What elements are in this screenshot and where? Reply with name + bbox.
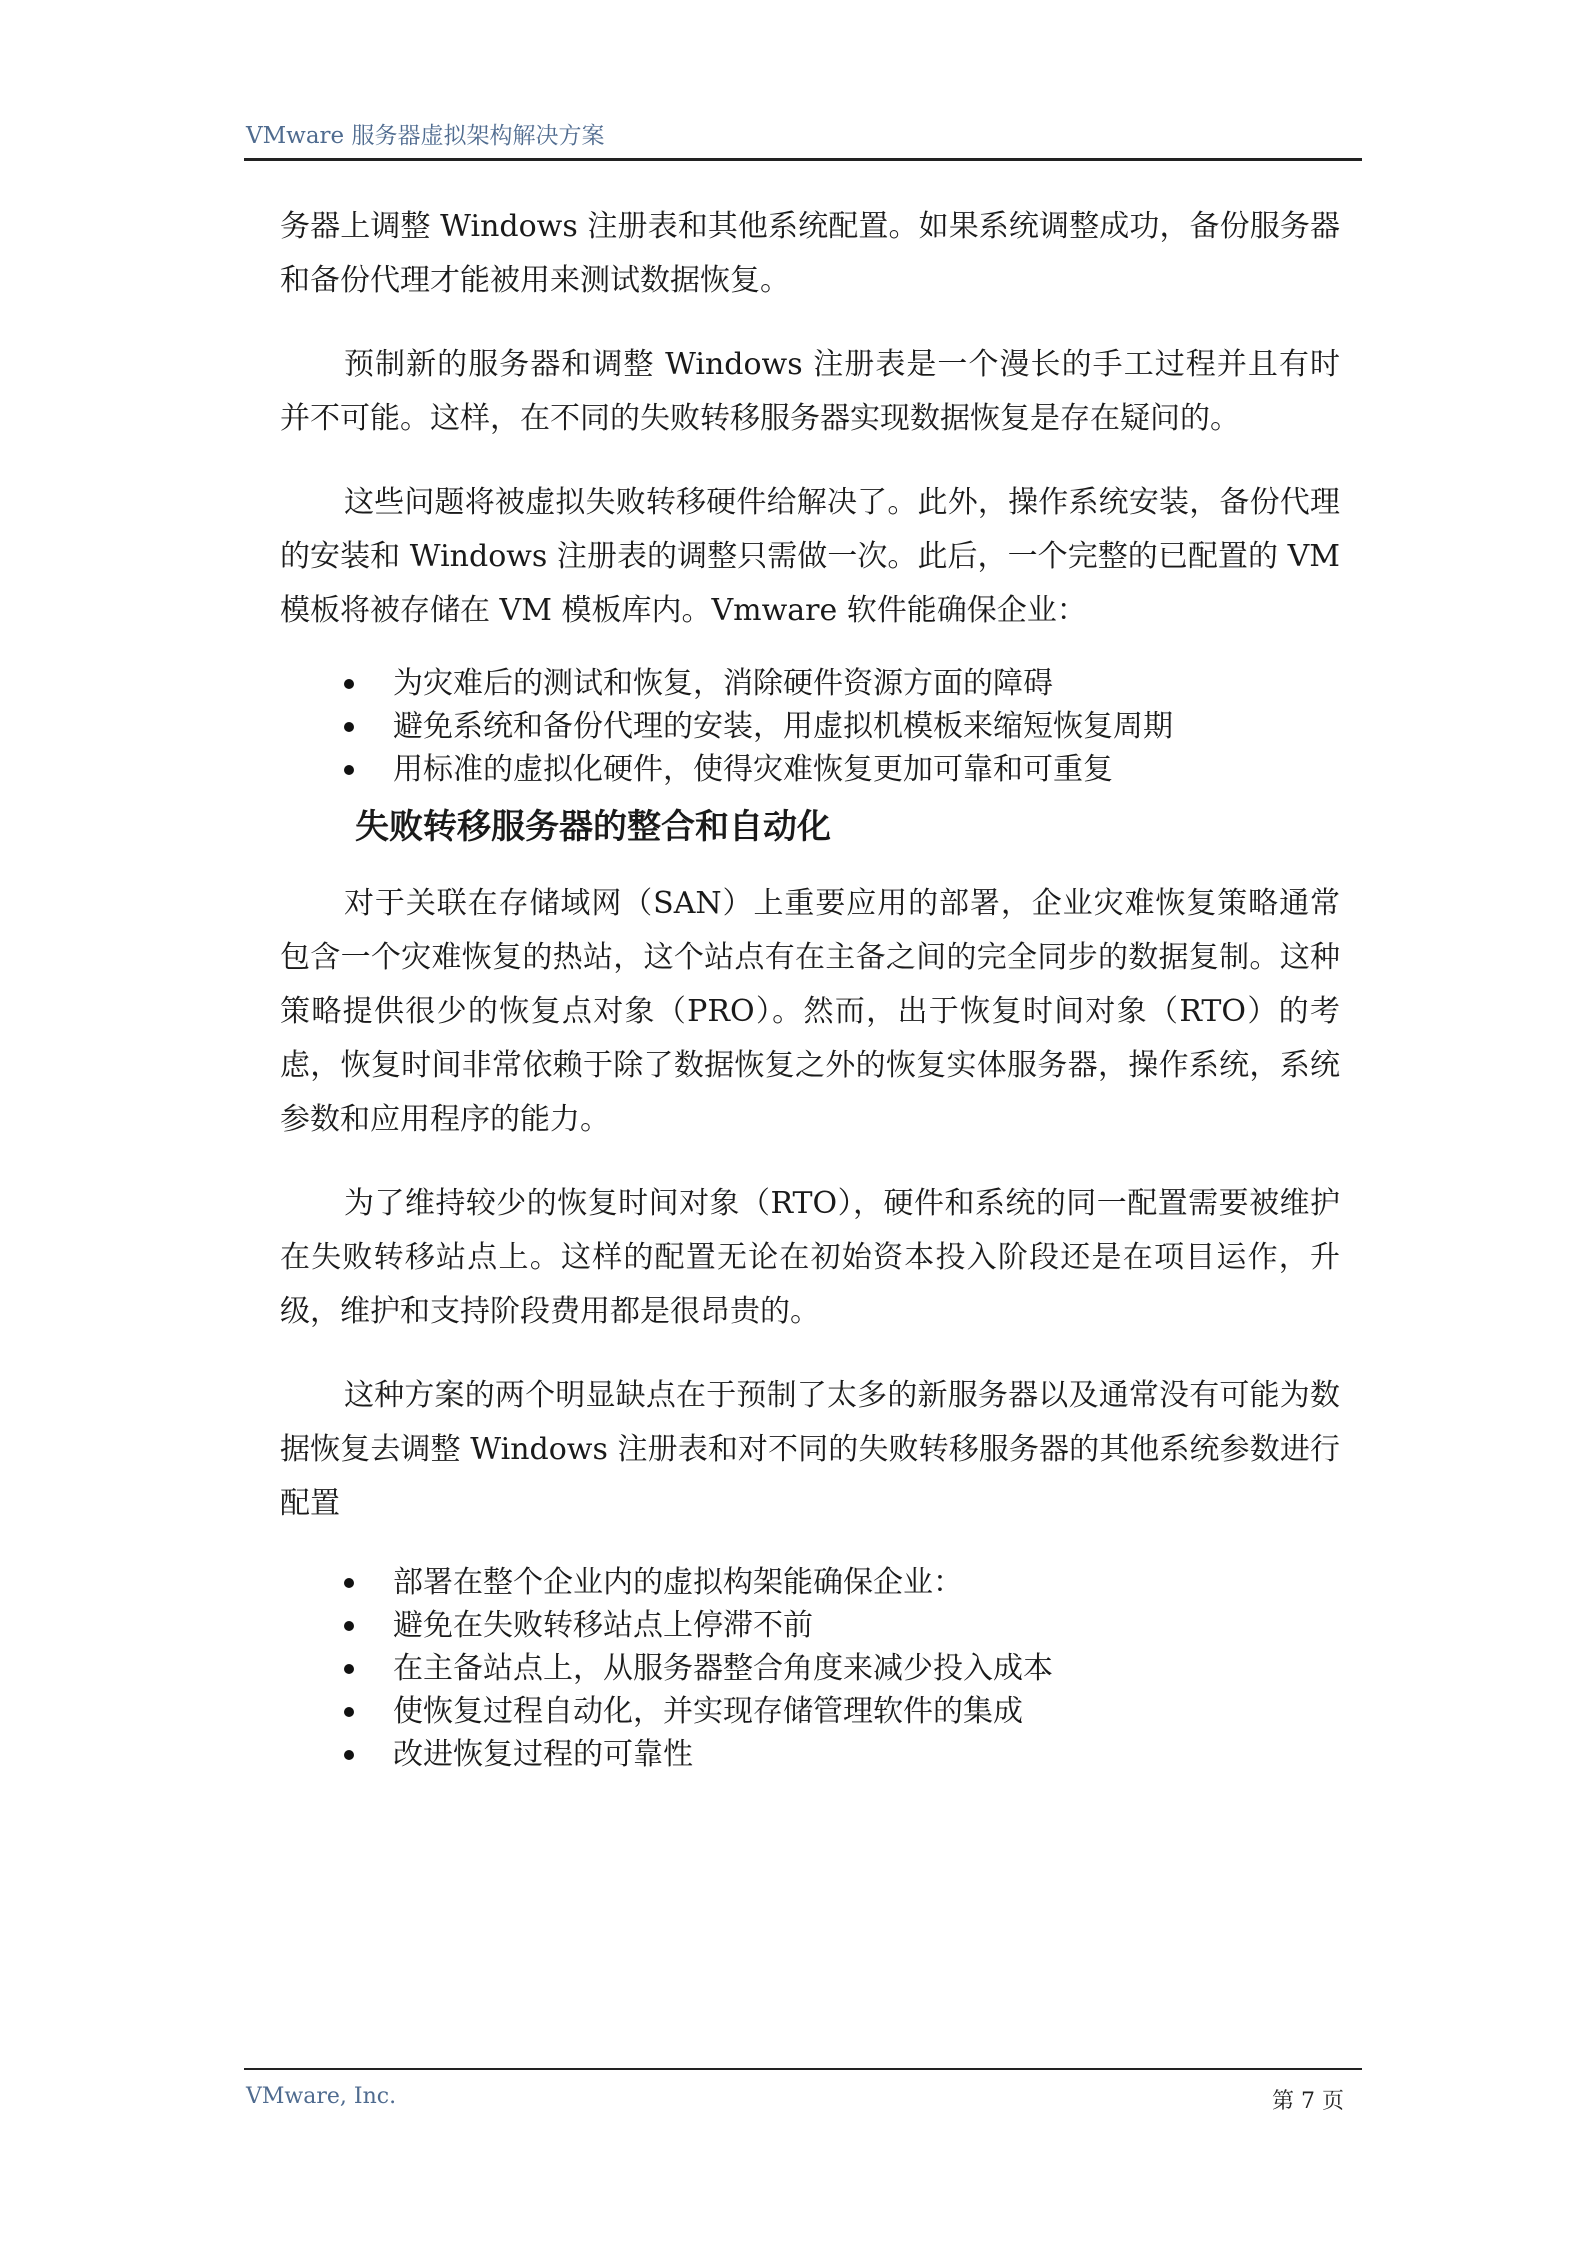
body-paragraph: 这种方案的两个明显缺点在于预制了太多的新服务器以及通常没有可能为数据恢复去调整 Windows 注册表和对不同的失败转移服务器的其他系统参数进行配置 [280,1378,1340,1521]
list-item [280,1690,1340,1733]
list-item [280,1561,1340,1604]
list-item-text: 部署在整个企业内的虚拟构架能确保企业： [393,1565,963,1600]
body-paragraph: 务器上调整 Windows 注册表和其他系统配置。如果系统调整成功，备份服务器和备份代理才能被用来测试数据恢复。 [280,209,1340,298]
bullet-icon [344,1621,354,1631]
bullet-icon [344,1664,354,1674]
list-item-text: 避免在失败转移站点上停滞不前 [393,1608,813,1643]
bullet-icon [344,679,354,689]
section-heading: 失败转移服务器的整合和自动化 [355,807,831,847]
bullet-icon [344,722,354,732]
body-paragraph: 预制新的服务器和调整 Windows 注册表是一个漫长的手工过程并且有时并不可能。这样，在不同的失败转移服务器实现数据恢复是存在疑问的。 [280,347,1340,436]
body-paragraph: 对于关联在存储域网（SAN）上重要应用的部署，企业灾难恢复策略通常包含一个灾难恢复的热站，这个站点有在主备之间的完全同步的数据复制。这种策略提供很少的恢复点对象（PRO）。然而，出于恢复时间对象（RTO）的考虑，恢复时间非常依赖于除了数据恢复之外的恢复实体服务器，操作系统，系统参数和应用程序的能力。 [280,886,1340,1137]
bullet-icon [344,765,354,775]
list-item [280,1647,1340,1690]
list-item [280,705,1340,748]
bullet-icon [344,1578,354,1588]
body-paragraph: 这些问题将被虚拟失败转移硬件给解决了。此外，操作系统安装，备份代理的安装和 Windows 注册表的调整只需做一次。此后，一个完整的已配置的 VM 模板将被存储在 VM 模板库内。Vmware 软件能确保企业： [280,485,1340,628]
list-item [280,748,1340,791]
list-item [280,662,1340,705]
bullet-list [280,662,1340,791]
page-footer [244,2068,1362,2114]
bullet-icon [344,1750,354,1760]
footer-company: VMware, Inc. [246,2084,397,2109]
body-paragraph: 为了维持较少的恢复时间对象（RTO），硬件和系统的同一配置需要被维护在失败转移站点上。这样的配置无论在初始资本投入阶段还是在项目运作，升级，维护和支持阶段费用都是很昂贵的。 [280,1186,1340,1329]
list-item-text: 使恢复过程自动化，并实现存储管理软件的集成 [393,1694,1023,1729]
list-item [280,1733,1340,1776]
list-item-text: 在主备站点上，从服务器整合角度来减少投入成本 [393,1651,1053,1686]
page-header [244,118,1362,161]
header-title: VMware 服务器虚拟架构解决方案 [246,123,605,149]
bullet-list [280,1561,1340,1776]
list-item-text: 用标准的虚拟化硬件，使得灾难恢复更加可靠和可重复 [393,752,1113,787]
list-item-text: 改进恢复过程的可靠性 [393,1737,693,1772]
list-item [280,1604,1340,1647]
page-body [280,200,1340,1776]
bullet-icon [344,1707,354,1717]
list-item-text: 避免系统和备份代理的安装，用虚拟机模板来缩短恢复周期 [393,709,1173,744]
list-item-text: 为灾难后的测试和恢复，消除硬件资源方面的障碍 [393,666,1053,701]
page-number: 第 7 页 [1272,2089,1344,2114]
